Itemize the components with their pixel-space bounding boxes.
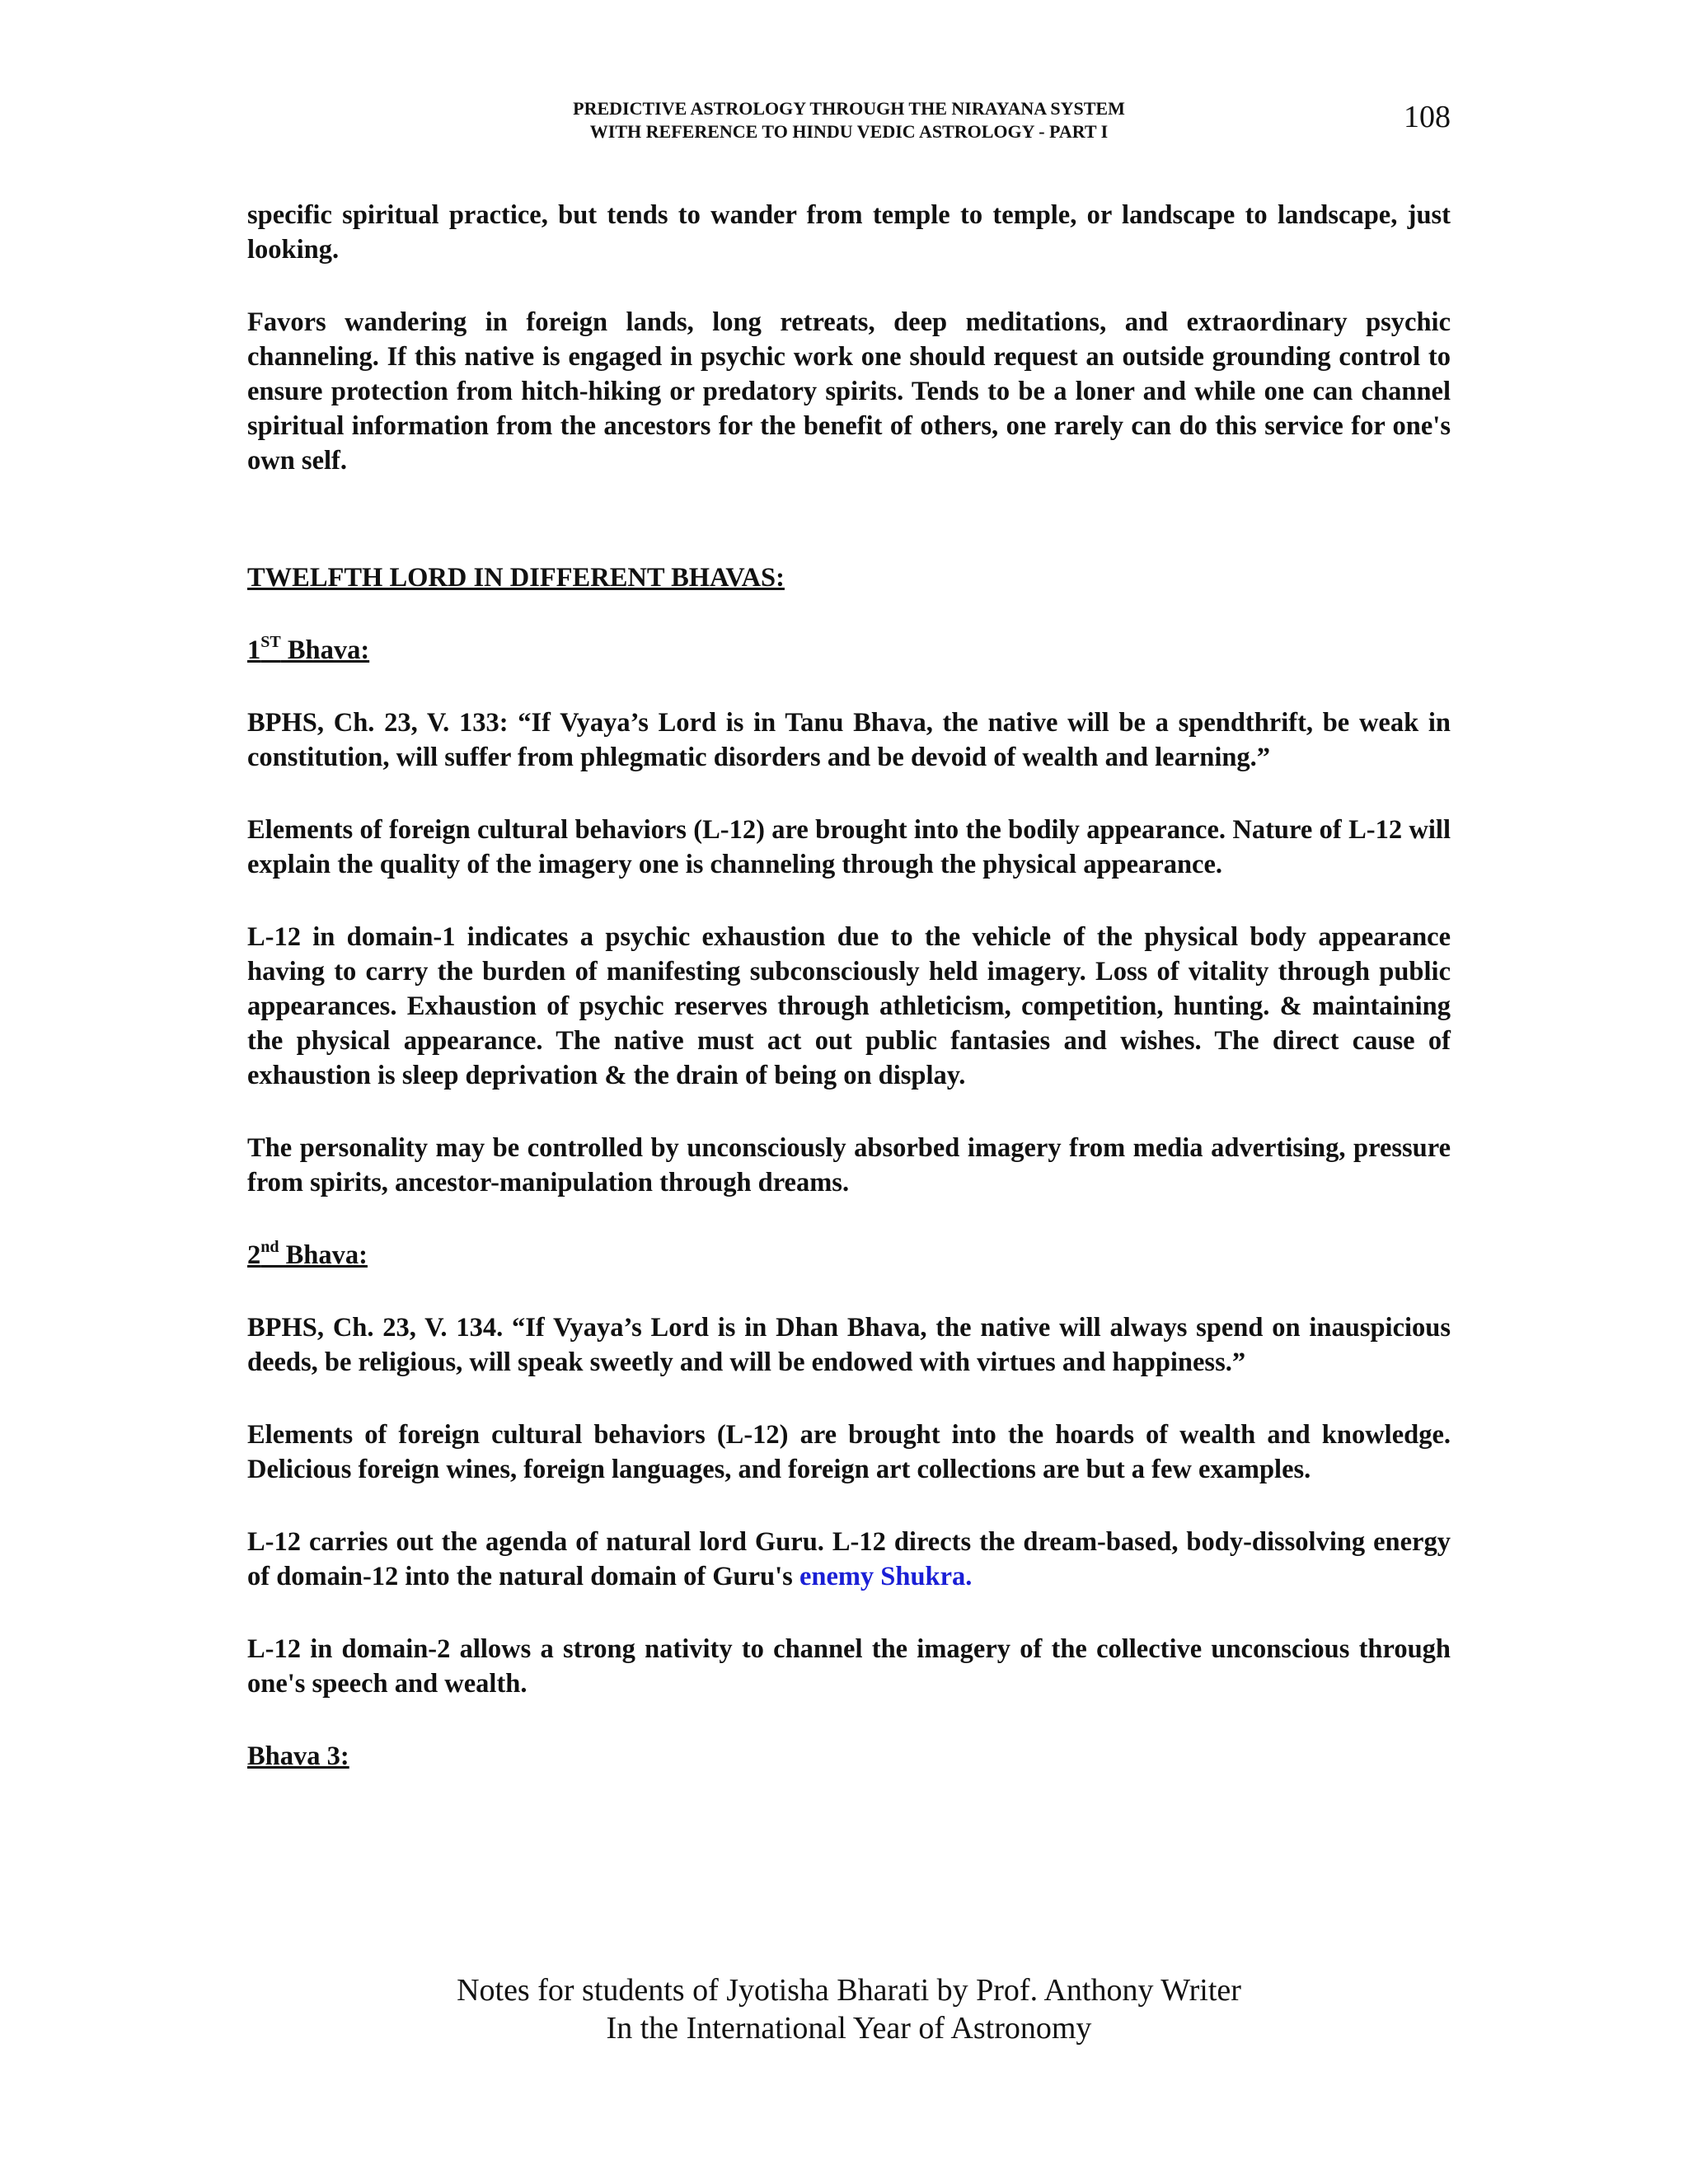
- paragraph-personality: The personality may be controlled by unconsciously absorbed imagery from media advertising, pressure from spirits, ancestor-manipulation through dreams.: [247, 1133, 1451, 1197]
- section-heading: TWELFTH LORD IN DIFFERENT BHAVAS:: [247, 563, 785, 593]
- page-header: [247, 97, 1451, 155]
- enemy-shukra-link[interactable]: enemy Shukra.: [799, 1562, 973, 1591]
- footer-line-2: In the International Year of Astronomy: [606, 2011, 1092, 2046]
- subheading-bhava-2: [247, 1238, 1451, 1272]
- paragraph-hoards-of-wealth: Elements of foreign cultural behaviors (L-12) are brought into the hoards of wealth and knowledge. Delicious foreign wines, foreign languages, and foreign art collections are but a few examples.: [247, 1420, 1451, 1484]
- bhava-1-label: Bhava:: [280, 635, 370, 665]
- paragraph-domain-2: L-12 in domain-2 allows a strong nativity to channel the imagery of the collective unconscious through one's speech and wealth.: [247, 1634, 1451, 1699]
- footer-line-1: Notes for students of Jyotisha Bharati by Prof. Anthony Writer: [457, 1973, 1241, 2008]
- bhava-1-superscript: ST: [260, 633, 281, 651]
- paragraph-bphs-134: BPHS, Ch. 23, V. 134. “If Vyaya’s Lord is in Dhan Bhava, the native will always spend on inauspicious deeds, be religious, will speak sweetly and will be endowed with virtues and happiness.”: [247, 1313, 1451, 1377]
- paragraph-continuation: specific spiritual practice, but tends to wander from temple to temple, or landscape to landscape, just looking.: [247, 200, 1451, 265]
- paragraph-bphs-133: BPHS, Ch. 23, V. 133: “If Vyaya’s Lord is in Tanu Bhava, the native will be a spendthrift, be weak in constitution, will suffer from phlegmatic disorders and be devoid of wealth and learning.”: [247, 708, 1451, 772]
- paragraph-bodily-appearance: Elements of foreign cultural behaviors (L-12) are brought into the bodily appearance. Nature of L-12 will explain the quality of the imagery one is channeling through the physical appearance.: [247, 815, 1451, 879]
- guru-agenda-text: L-12 carries out the agenda of natural lord Guru. L-12 directs the dream-based, body-dissolving energy of domain-12 into the natural domain of Guru's: [247, 1527, 1451, 1591]
- paragraph-guru-agenda: [247, 1525, 1451, 1594]
- paragraph-foreign-lands: Favors wandering in foreign lands, long retreats, deep meditations, and extraordinary psychic channeling. If this native is engaged in psychic work one should request an outside grounding control to ensure protection from hitch-hiking or predatory spirits. Tends to be a loner and while one can channel spiritual information from the ancestors for the benefit of others, one rarely can do this service for one's own self.: [247, 307, 1451, 476]
- bhava-1-number: 1: [247, 635, 261, 665]
- bhava-2-number: 2: [247, 1240, 261, 1270]
- subheading-bhava-1: [247, 633, 1451, 668]
- page-footer: [247, 1971, 1451, 2047]
- page-body: [247, 198, 1451, 1774]
- bhava-2-label: Bhava:: [279, 1240, 368, 1270]
- running-title-line-2: WITH REFERENCE TO HINDU VEDIC ASTROLOGY - PART I: [589, 121, 1109, 142]
- running-title: [453, 97, 1245, 143]
- bhava-2-superscript: nd: [260, 1238, 279, 1256]
- subheading-bhava-3: Bhava 3:: [247, 1741, 349, 1771]
- running-title-line-1: PREDICTIVE ASTROLOGY THROUGH THE NIRAYANA SYSTEM: [573, 98, 1125, 119]
- page-number: 108: [1404, 100, 1451, 134]
- paragraph-domain-1: L-12 in domain-1 indicates a psychic exhaustion due to the vehicle of the physical body appearance having to carry the burden of manifesting subconsciously held imagery. Loss of vitality through public appearances. Exhaustion of psychic reserves through athleticism, competition, hunting. & maintaining the physical appearance. The native must act out public fantasies and wishes. The direct cause of exhaustion is sleep deprivation & the drain of being on display.: [247, 922, 1451, 1090]
